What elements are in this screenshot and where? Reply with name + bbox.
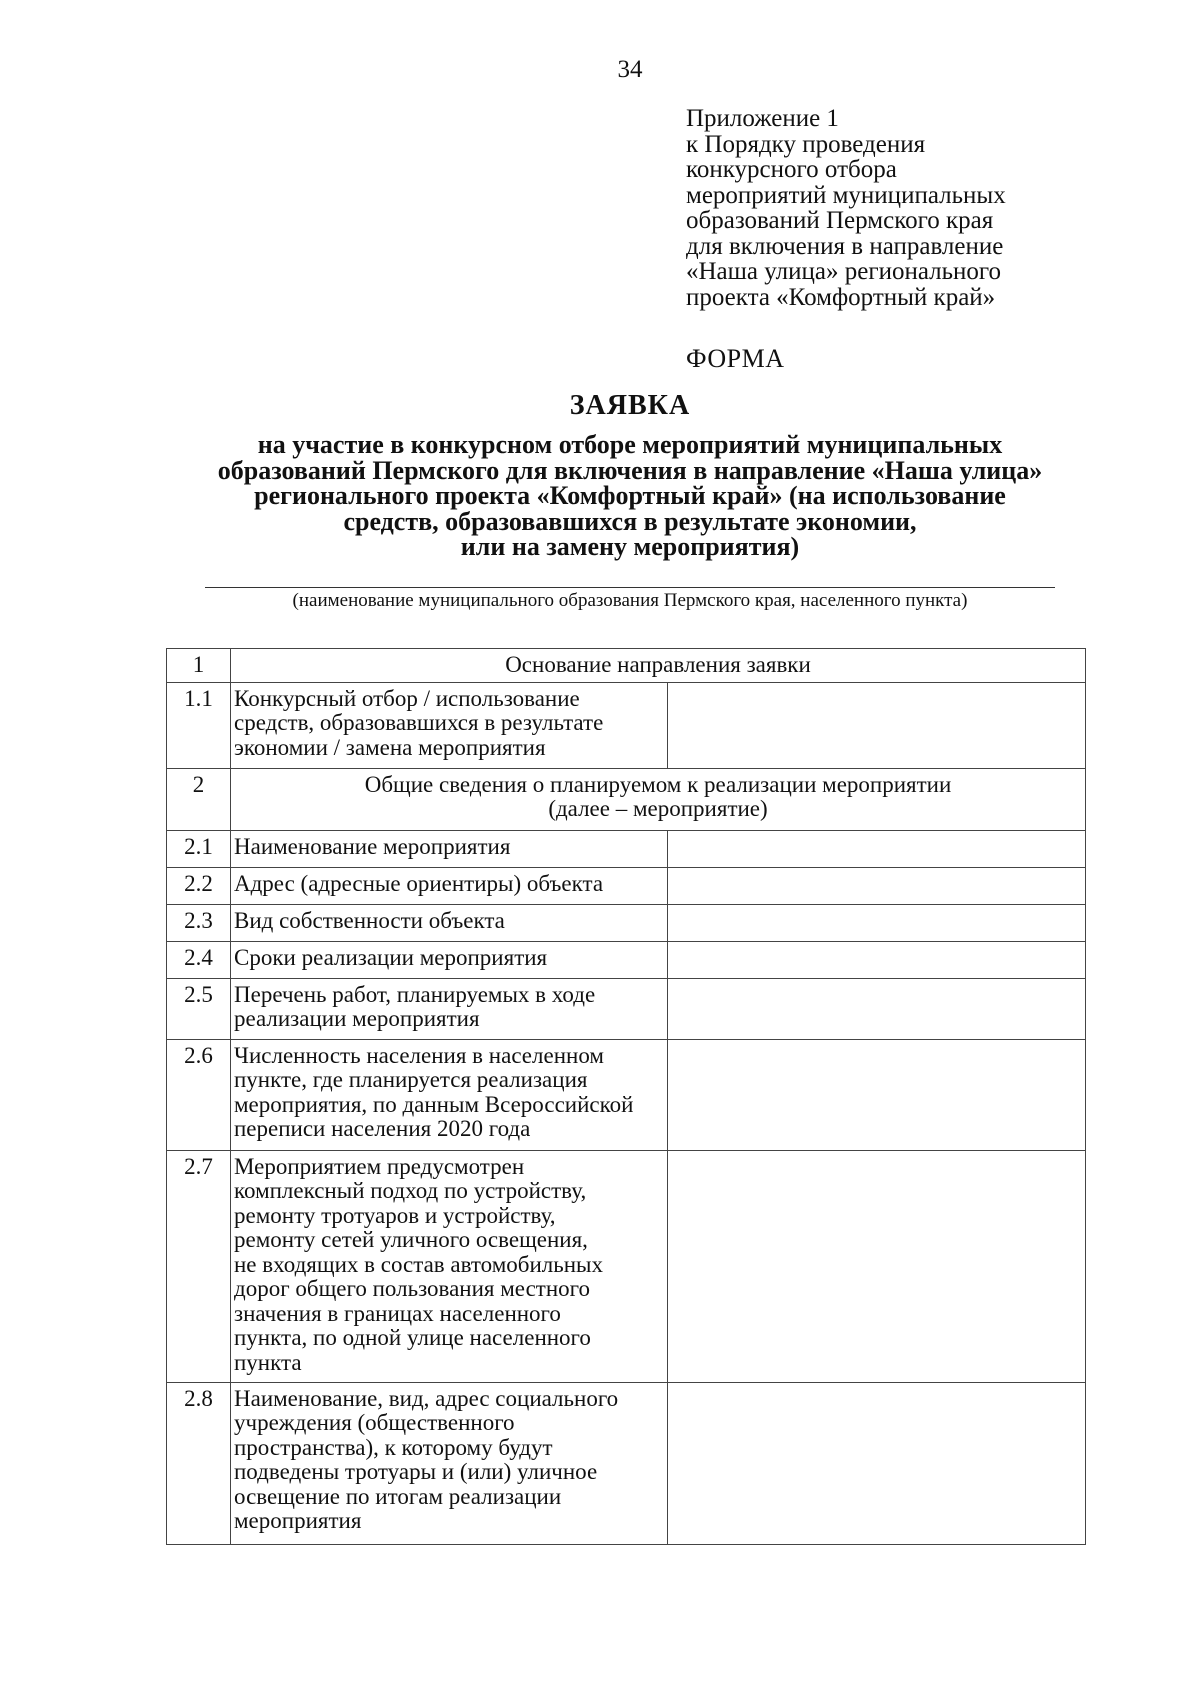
label-line: Сроки реализации мероприятия [234, 944, 548, 970]
application-form-table [166, 648, 1086, 1545]
table-row [167, 830, 1086, 867]
row-label [231, 978, 668, 1039]
municipality-caption: (наименование муниципального образования Пермского края, населенного пункта) [292, 590, 968, 611]
appendix-line: конкурсного отбора [686, 156, 897, 183]
label-line: Адрес (адресные ориентиры) объекта [234, 870, 604, 896]
table-row [167, 904, 1086, 941]
label-line: подведены тротуары и (или) уличное [234, 1459, 598, 1484]
row-number: 1.1 [167, 682, 231, 768]
label-line: переписи населения 2020 года [234, 1116, 531, 1141]
municipality-fill-line[interactable] [205, 587, 1055, 588]
row-label [231, 941, 668, 978]
label-line: экономии / замена мероприятия [234, 734, 546, 760]
section-heading: Основание направления заявки [231, 649, 1086, 683]
row-number: 2.6 [167, 1039, 231, 1150]
subtitle-line: средств, образовавшихся в результате экономии, [343, 506, 917, 536]
label-line: мероприятия, по данным Всероссийской [234, 1091, 634, 1117]
label-line: не входящих в состав автомобильных [234, 1251, 603, 1277]
appendix-line: к Порядку проведения [686, 130, 926, 158]
row-label [231, 1382, 668, 1544]
label-line: Перечень работ, планируемых в ходе [234, 981, 596, 1007]
subtitle-line: на участие в конкурсном отборе мероприятий муниципальных [257, 430, 1003, 459]
label-line: Численность населения в населенном [234, 1042, 604, 1068]
label-line: комплексный подход по устройству, [234, 1178, 587, 1203]
section-line: (далее – мероприятие) [548, 796, 768, 821]
table-row [167, 768, 1086, 830]
table-row [167, 1382, 1086, 1544]
document-title: ЗАЯВКА [569, 390, 691, 421]
subtitle-line: образований Пермского для включения в направление «Наша улица» [217, 455, 1043, 485]
row-label [231, 830, 668, 867]
appendix-line: образований Пермского края [686, 207, 994, 234]
label-line: дорог общего пользования местного [234, 1276, 591, 1301]
appendix-line: мероприятий муниципальных [686, 181, 1006, 209]
table-row [167, 867, 1086, 904]
row-number: 2 [167, 768, 231, 830]
appendix-line: «Наша улица» регионального [686, 258, 1002, 285]
value-cell[interactable] [668, 830, 1086, 867]
label-line: учреждения (общественного [234, 1410, 515, 1435]
value-cell[interactable] [668, 941, 1086, 978]
row-number: 2.7 [167, 1150, 231, 1382]
row-label [231, 1150, 668, 1382]
row-label [231, 682, 668, 768]
appendix-block [686, 106, 1066, 310]
table-row [167, 978, 1086, 1039]
label-line: Вид собственности объекта [234, 907, 505, 933]
row-number: 2.4 [167, 941, 231, 978]
section-heading [231, 768, 1086, 830]
label-line: Конкурсный отбор / использование [234, 685, 580, 711]
appendix-line: для включения в направление [686, 232, 1004, 260]
section-line: Общие сведения о планируемом к реализации мероприятии [364, 771, 952, 797]
value-cell[interactable] [668, 867, 1086, 904]
row-number: 2.1 [167, 830, 231, 867]
label-line: пространства), к которому будут [234, 1434, 553, 1460]
label-line: освещение по итогам реализации [234, 1483, 562, 1509]
form-label: ФОРМА [686, 344, 785, 373]
row-label [231, 904, 668, 941]
label-line: Наименование, вид, адрес социального [234, 1385, 619, 1411]
subtitle-line: регионального проекта «Комфортный край» (на использование [254, 481, 1006, 510]
value-cell[interactable] [668, 682, 1086, 768]
label-line: пункта, по одной улице населенного [234, 1325, 591, 1350]
table-row [167, 682, 1086, 768]
value-cell[interactable] [668, 904, 1086, 941]
value-cell[interactable] [668, 978, 1086, 1039]
value-cell[interactable] [668, 1150, 1086, 1382]
row-number: 2.2 [167, 867, 231, 904]
row-number: 2.8 [167, 1382, 231, 1544]
page-number: 34 [617, 56, 643, 83]
row-label [231, 867, 668, 904]
appendix-line: проекта «Комфортный край» [686, 283, 996, 311]
label-line: Наименование мероприятия [234, 833, 511, 859]
row-label [231, 1039, 668, 1150]
subtitle-line: или на замену мероприятия) [460, 532, 800, 561]
table-row [167, 649, 1086, 683]
label-line: значения в границах населенного [234, 1300, 561, 1326]
value-cell[interactable] [668, 1382, 1086, 1544]
label-line: ремонту тротуаров и устройству, [234, 1202, 556, 1228]
row-number: 2.5 [167, 978, 231, 1039]
table-row [167, 1150, 1086, 1382]
label-line: мероприятия [234, 1508, 362, 1533]
label-line: средств, образовавшихся в результате [234, 710, 604, 735]
label-line: пункта [234, 1349, 302, 1375]
row-number: 2.3 [167, 904, 231, 941]
label-line: пункте, где планируется реализация [234, 1067, 588, 1092]
value-cell[interactable] [668, 1039, 1086, 1150]
table-row [167, 941, 1086, 978]
appendix-line: Приложение 1 [686, 105, 839, 132]
label-line: ремонту сетей уличного освещения, [234, 1227, 588, 1252]
label-line: Мероприятием предусмотрен [234, 1153, 525, 1179]
label-line: реализации мероприятия [234, 1006, 480, 1031]
document-subtitle [150, 432, 1110, 560]
table-row [167, 1039, 1086, 1150]
row-number: 1 [167, 649, 231, 683]
